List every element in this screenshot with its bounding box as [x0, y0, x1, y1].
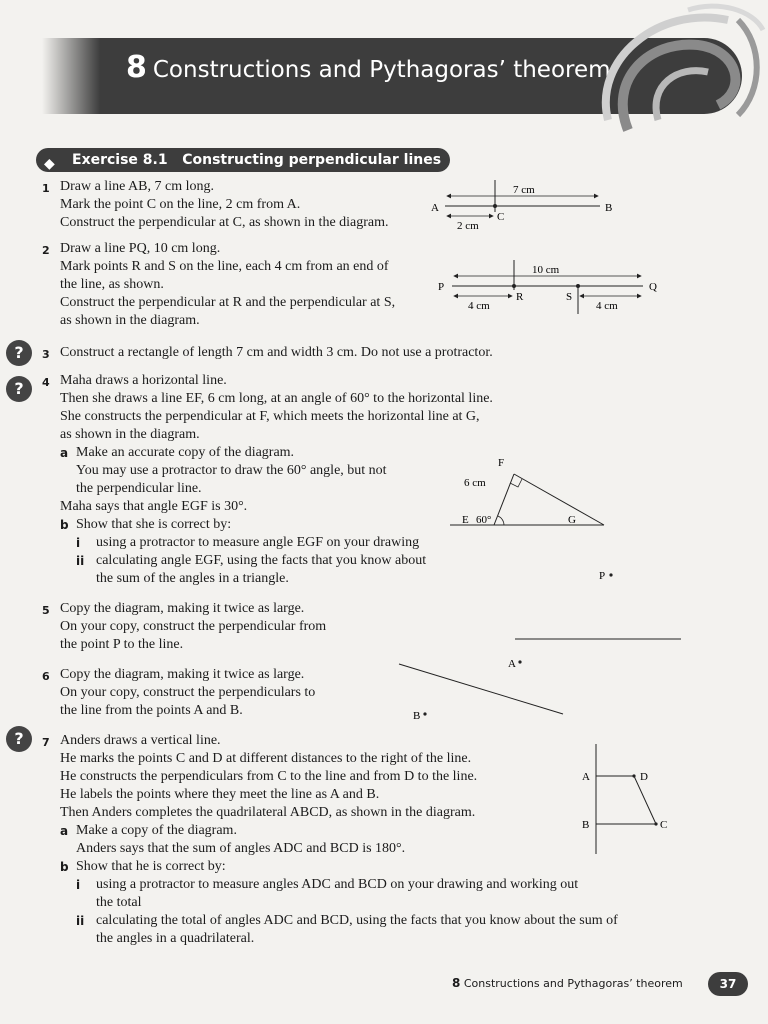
q4a-line: the perpendicular line.: [76, 481, 202, 496]
q7bi-line: the total: [96, 895, 142, 910]
length-label: 7 cm: [513, 184, 535, 196]
q4bii-line: calculating angle EGF, using the facts that you know about: [96, 553, 427, 568]
question-number: 4: [42, 376, 50, 389]
q4-line: Maha draws a horizontal line.: [60, 373, 227, 388]
exercise-banner: [36, 148, 450, 172]
q2-diagram: [438, 256, 668, 318]
q5-line: the point P to the line.: [60, 637, 184, 652]
page-number-badge: 37: [708, 972, 748, 996]
diamond-icon: ◆: [44, 156, 55, 172]
q4-line: as shown in the diagram.: [60, 427, 200, 442]
q1-text: [60, 178, 389, 232]
angle-label: 60°: [476, 514, 492, 526]
q4a-line: Make an accurate copy of the diagram.: [76, 445, 295, 460]
q2-line: Construct the perpendicular at R and the perpendicular at S,: [60, 295, 396, 310]
point-label: C: [660, 819, 668, 831]
q7bii-text: [96, 912, 618, 948]
q4-text: [60, 372, 493, 444]
q6-text: [60, 666, 315, 720]
q4a-text: [76, 444, 387, 498]
question-number: 2: [42, 244, 50, 257]
q3-text: Construct a rectangle of length 7 cm and width 3 cm. Do not use a protractor.: [60, 345, 493, 360]
length-label: 2 cm: [457, 220, 479, 232]
q6-line: On your copy, construct the perpendiculars to: [60, 685, 316, 700]
subpart-label: b: [60, 518, 69, 532]
q5-line: Copy the diagram, making it twice as large.: [60, 601, 305, 616]
point-label: C: [497, 211, 505, 223]
subpart-label: ii: [76, 914, 85, 928]
subpart-label: i: [76, 878, 81, 892]
q2-line: Draw a line PQ, 10 cm long.: [60, 241, 221, 256]
subpart-label: b: [60, 860, 69, 874]
q4-line: She constructs the perpendicular at F, which meets the horizontal line at G,: [60, 409, 480, 424]
q7b-text: Show that he is correct by:: [76, 859, 226, 874]
q7-line: Then Anders completes the quadrilateral ABCD, as shown in the diagram.: [60, 805, 476, 820]
point-label: F: [498, 457, 505, 469]
q1-line: Mark the point C on the line, 2 cm from A.: [60, 197, 301, 212]
footer-chapter-title: [452, 976, 683, 990]
point-label: P: [599, 570, 606, 582]
q4bii-line: the sum of the angles in a triangle.: [96, 571, 289, 586]
subpart-label: i: [76, 536, 81, 550]
length-label: 6 cm: [464, 477, 486, 489]
q4-triangle-diagram: [446, 452, 616, 532]
q7bii-line: calculating the total of angles ADC and BCD, using the facts that you know about the sum of: [96, 913, 618, 928]
point-label: A: [508, 658, 516, 670]
question-number: 1: [42, 182, 50, 195]
q1-line: Construct the perpendicular at C, as shown in the diagram.: [60, 215, 389, 230]
q2-line: Mark points R and S on the line, each 4 cm from an end of: [60, 259, 389, 274]
q1-line: Draw a line AB, 7 cm long.: [60, 179, 214, 194]
q6-line: the line from the points A and B.: [60, 703, 243, 718]
q2-line: the line, as shown.: [60, 277, 164, 292]
swirl-decoration-icon: [588, 0, 768, 140]
q2-text: [60, 240, 395, 330]
length-label: 10 cm: [532, 264, 560, 276]
point-label: B: [582, 819, 590, 831]
footer-title-text: Constructions and Pythagoras’ theorem: [463, 977, 683, 990]
q7-line: He labels the points where they meet the line as A and B.: [60, 787, 380, 802]
q7-quadrilateral-diagram: [578, 738, 678, 858]
point-label: A: [582, 771, 590, 783]
subpart-label: a: [60, 824, 69, 838]
q5-line: On your copy, construct the perpendicular from: [60, 619, 327, 634]
point-label: G: [568, 514, 576, 526]
q4bi-text: using a protractor to measure angle EGF on your drawing: [96, 535, 420, 550]
think-question-icon: ?: [6, 726, 32, 752]
think-question-icon: ?: [6, 340, 32, 366]
question-number: 3: [42, 348, 50, 361]
footer-chapter-number: 8: [452, 976, 461, 990]
point-label: B: [413, 710, 421, 722]
q4b-text: Show that she is correct by:: [76, 517, 232, 532]
subpart-label: a: [60, 446, 69, 460]
chapter-number: 8: [126, 50, 147, 85]
point-label: A: [431, 202, 439, 214]
question-number: 6: [42, 670, 50, 683]
point-label: D: [640, 771, 648, 783]
point-label: E: [462, 514, 469, 526]
point-label: B: [605, 202, 613, 214]
q7-line: He marks the points C and D at different distances to the right of the line.: [60, 751, 472, 766]
q4a-line: You may use a protractor to draw the 60° angle, but not: [76, 463, 387, 478]
q7bi-line: using a protractor to measure angles ADC and BCD on your drawing and working out: [96, 877, 579, 892]
question-number: 5: [42, 604, 50, 617]
q4-line: Then she draws a line EF, 6 cm long, at an angle of 60° to the horizontal line.: [60, 391, 493, 406]
chapter-title: [126, 50, 611, 85]
question-number: 7: [42, 736, 50, 749]
header-fade: [42, 38, 100, 114]
q7-says: Anders says that the sum of angles ADC and BCD is 180°.: [76, 841, 406, 856]
think-question-icon: ?: [6, 376, 32, 402]
q5-diagram: [505, 564, 685, 648]
length-label: 4 cm: [596, 300, 618, 312]
point-label: S: [566, 291, 573, 303]
q4-says: Maha says that angle EGF is 30°.: [60, 499, 248, 514]
q1-diagram: [425, 176, 625, 236]
q6-line: Copy the diagram, making it twice as large.: [60, 667, 305, 682]
point-label: Q: [649, 281, 657, 293]
q7a-text: Make a copy of the diagram.: [76, 823, 237, 838]
point-label: R: [516, 291, 524, 303]
q6-diagram: [395, 652, 570, 724]
q2-line: as shown in the diagram.: [60, 313, 200, 328]
q7bi-text: [96, 876, 578, 912]
q4bii-text: [96, 552, 426, 588]
q7-text: [60, 732, 477, 822]
q5-text: [60, 600, 326, 654]
exercise-label: Exercise 8.1: [72, 152, 168, 168]
q7-line: He constructs the perpendiculars from C to the line and from D to the line.: [60, 769, 478, 784]
subpart-label: ii: [76, 554, 85, 568]
q7bii-line: the angles in a quadrilateral.: [96, 931, 255, 946]
chapter-title-text: Constructions and Pythagoras’ theorem: [152, 57, 611, 83]
length-label: 4 cm: [468, 300, 490, 312]
point-label: P: [438, 281, 445, 293]
q7-line: Anders draws a vertical line.: [60, 733, 221, 748]
exercise-title: Constructing perpendicular lines: [182, 152, 442, 168]
